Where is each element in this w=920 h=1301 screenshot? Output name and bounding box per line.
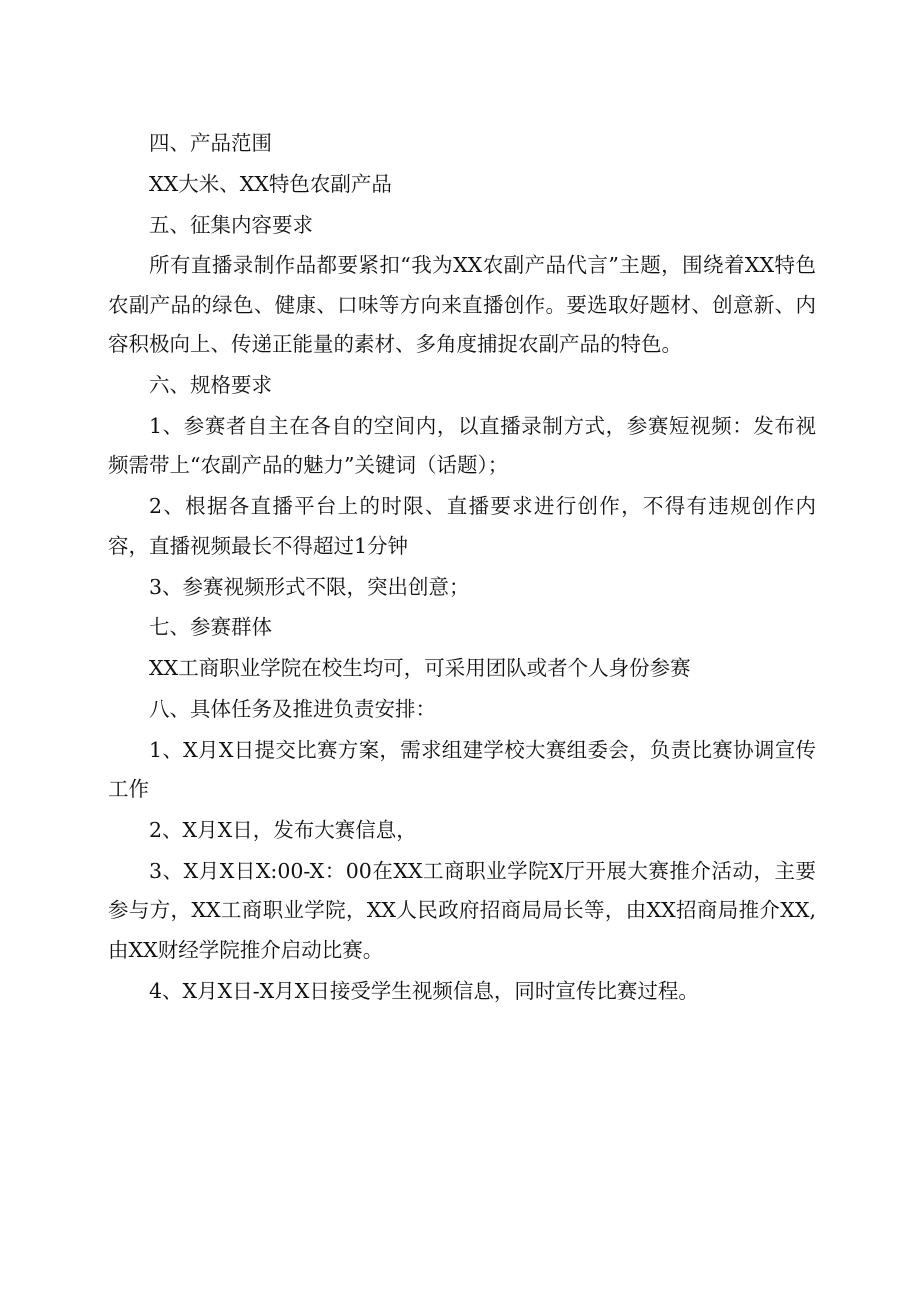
document-body [108,124,816,1012]
paragraph-schedule-item-1: 1、X月X日提交比赛方案，需求组建学校大赛组委会，负责比赛协调宣传工作 [108,737,816,802]
paragraph-product-list: XX大米、XX特色农副产品 [149,171,392,196]
section-heading-participants: 七、参赛群体 [149,615,272,640]
section-heading-content-requirements: 五、征集内容要求 [149,212,313,237]
section-heading-task-schedule: 八、具体任务及推进负责安排： [149,696,436,721]
paragraph-spec-item-1: 1、参赛者自主在各自的空间内，以直播录制方式，参赛短视频：发布视频需带上“农副产品的魅力”关键词（话题）； [108,413,816,478]
paragraph-schedule-item-2: 2、X月X日，发布大赛信息， [149,818,417,843]
paragraph-spec-item-2: 2、根据各直播平台上的时限、直播要求进行创作，不得有违规创作内容，直播视频最长不得超过1分钟 [108,494,816,558]
paragraph-spec-item-3: 3、参赛视频形式不限，突出创意； [149,574,470,599]
paragraph-schedule-item-3: 3、X月X日X:00-X：00在XX工商职业学院X厅开展大赛推介活动，主要参与方，XX工商职业学院，XX人民政府招商局局长等，由XX招商局推介XX,由XX财经学院推介启动比赛。 [108,858,816,962]
paragraph-participants: XX工商职业学院在校生均可，可采用团队或者个人身份参赛 [149,656,691,681]
section-heading-product-scope: 四、产品范围 [149,131,272,155]
section-heading-spec-requirements: 六、规格要求 [149,373,272,398]
paragraph-content-requirements: 所有直播录制作品都要紧扣“我为XX农副产品代言”主题，围绕着XX特色农副产品的绿色、健康、口味等方向来直播创作。要选取好题材、创意新、内容积极向上、传递正能量的素材、多角度捕捉农副产品的特色。 [108,253,816,357]
paragraph-schedule-item-4: 4、X月X日-X月X日接受学生视频信息，同时宣传比赛过程。 [149,978,699,1003]
